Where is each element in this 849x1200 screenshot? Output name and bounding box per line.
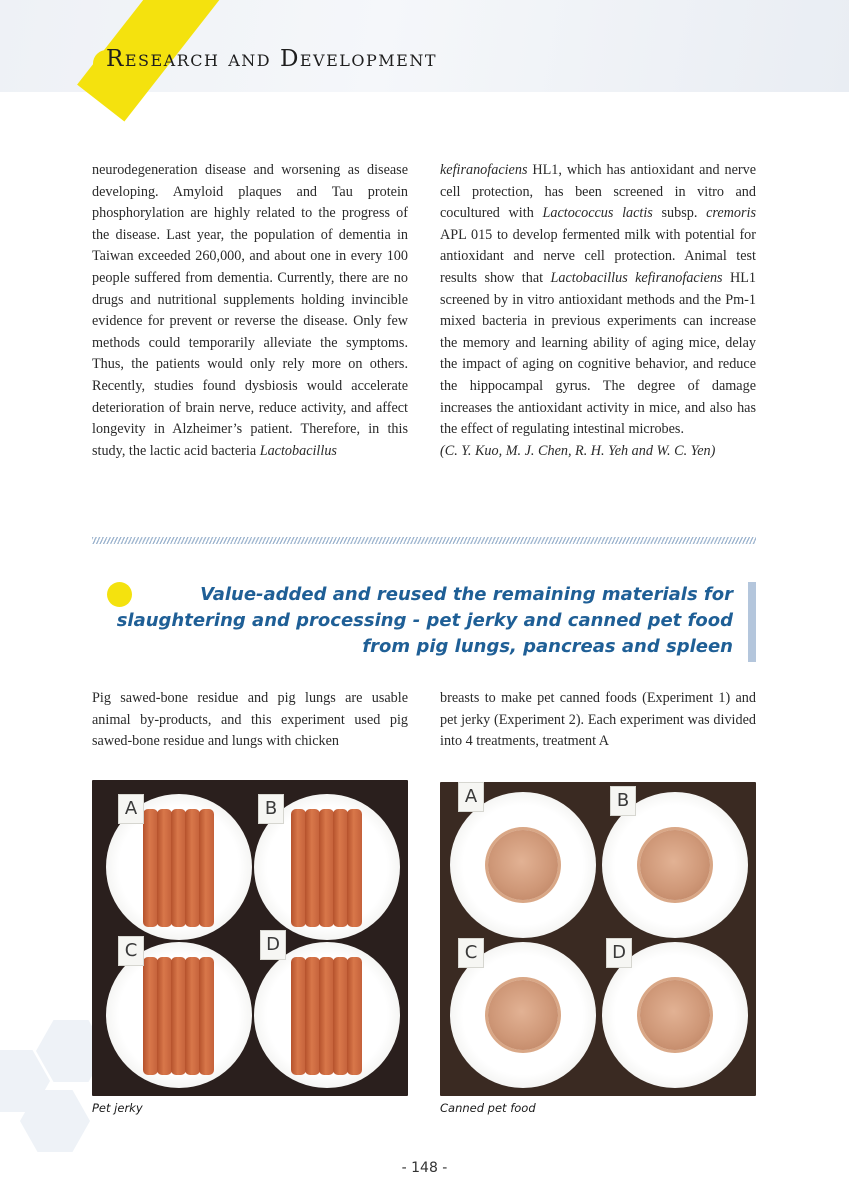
text-run: HL1 screened by in vitro antioxidant methods and the Pm-1 mixed bacteria in previous experiments can increase the memory and learning ability of aging mice, delay the impact of aging on cognitive behavior, and reduce the hippocampal gyrus. The degree of damage increases the antioxidant activity in mice, and also has the effect of regulating intestinal microbes. xyxy=(440,269,756,438)
jerky-stick xyxy=(305,957,320,1075)
canned-pet-food-caption: Canned pet food xyxy=(440,1101,536,1115)
text-run: HL1, which has antioxidant and nerve cell protection, has been screened in vitro and cocultured with xyxy=(440,162,756,222)
jerky-stick xyxy=(171,957,186,1075)
canned-food-patty xyxy=(640,980,710,1050)
canned-food-patty xyxy=(488,980,558,1050)
jerky-sticks xyxy=(293,957,363,1075)
text-run: Lactobacillus xyxy=(259,442,337,459)
hatched-divider xyxy=(92,537,756,544)
jerky-stick xyxy=(199,957,214,1075)
label-card-b: B xyxy=(258,794,284,824)
pet-jerky-caption: Pet jerky xyxy=(92,1101,143,1115)
label-card-b: B xyxy=(610,786,636,816)
article1-left-paragraph xyxy=(92,160,408,462)
jerky-stick xyxy=(291,809,306,927)
jerky-stick xyxy=(305,809,320,927)
text-run: kefiranofaciens xyxy=(440,162,528,178)
jerky-stick xyxy=(347,957,362,1075)
header-title-text: Research and Development xyxy=(106,46,438,72)
text-run: subsp. xyxy=(652,205,707,222)
pet-jerky-photo xyxy=(92,780,408,1096)
text-run: cremoris xyxy=(706,205,756,222)
jerky-stick xyxy=(157,957,172,1075)
jerky-stick xyxy=(185,809,200,927)
article2-right-column xyxy=(440,688,756,753)
text-run: APL 015 to develop fermented milk with potential for antioxidant and nerve cell protection. Animal test results show that xyxy=(440,226,756,286)
jerky-stick xyxy=(171,809,186,927)
article2-title: Value-added and reused the remaining materials for slaughtering and processing - pet jerky and canned pet food from pig lungs, pancreas and spleen xyxy=(116,584,733,657)
text-run: Lactococcus lactis xyxy=(542,205,653,222)
heading-side-bar xyxy=(748,582,756,662)
label-card-c: C xyxy=(118,936,144,966)
page-number: - 148 - xyxy=(401,1160,448,1176)
canned-pet-food-photo xyxy=(440,782,756,1096)
article2-left-column xyxy=(92,688,408,753)
jerky-stick xyxy=(199,809,214,927)
plate-a xyxy=(450,792,596,938)
label-card-d: D xyxy=(606,938,632,968)
label-card-c: C xyxy=(458,938,484,968)
jerky-stick xyxy=(319,957,334,1075)
article2-left-paragraph: Pig sawed-bone residue and pig lungs are usable animal by-products, and this experiment used pig sawed-bone residue and lungs with chicken xyxy=(92,690,408,750)
article2-right-paragraph: breasts to make pet canned foods (Experiment 1) and pet jerky (Experiment 2). Each experiment was divided into 4 treatments, treatment A xyxy=(440,690,756,750)
label-card-d: D xyxy=(260,930,286,960)
text-run: Lactobacillus kefiranofaciens xyxy=(550,269,723,286)
plate-d xyxy=(254,942,400,1088)
jerky-stick xyxy=(333,957,348,1075)
jerky-sticks xyxy=(145,957,215,1075)
label-card-a: A xyxy=(118,794,144,824)
canned-food-patty xyxy=(488,830,558,900)
canned-food-patty xyxy=(640,830,710,900)
jerky-stick xyxy=(185,957,200,1075)
jerky-stick xyxy=(143,809,158,927)
jerky-stick xyxy=(157,809,172,927)
article1-left-column xyxy=(92,160,408,462)
jerky-stick xyxy=(347,809,362,927)
jerky-sticks xyxy=(145,809,215,927)
label-card-a: A xyxy=(458,782,484,812)
jerky-stick xyxy=(291,957,306,1075)
article1-right-paragraph xyxy=(440,160,756,441)
article1-authors: (C. Y. Kuo, M. J. Chen, R. H. Yeh and W. C. Yen) xyxy=(440,442,716,459)
jerky-stick xyxy=(333,809,348,927)
jerky-sticks xyxy=(293,809,363,927)
article1-right-column xyxy=(440,160,756,462)
section-header-title xyxy=(106,46,437,72)
jerky-stick xyxy=(319,809,334,927)
text-run: neurodegeneration disease and worsening as disease developing. Amyloid plaques and Tau protein phosphorylation are highly related to the progress of the disease. Last year, the population of dementia in Taiwan exceeded 260,000, and about one in every 100 people suffered from dementia. Currently, there are no drugs and nutritional supplements holding invincible evidence for prevent or reverse the disease. Only few methods could temporarily alleviate the symptoms. Thus, the patients would only rely more on others. Recently, studies found dysbiosis would accelerate deterioration of brain nerve, reduce activity, and affect longevity in Alzheimer’s patient. Therefore, in this study, the lactic acid bacteria xyxy=(92,162,408,459)
jerky-stick xyxy=(143,957,158,1075)
